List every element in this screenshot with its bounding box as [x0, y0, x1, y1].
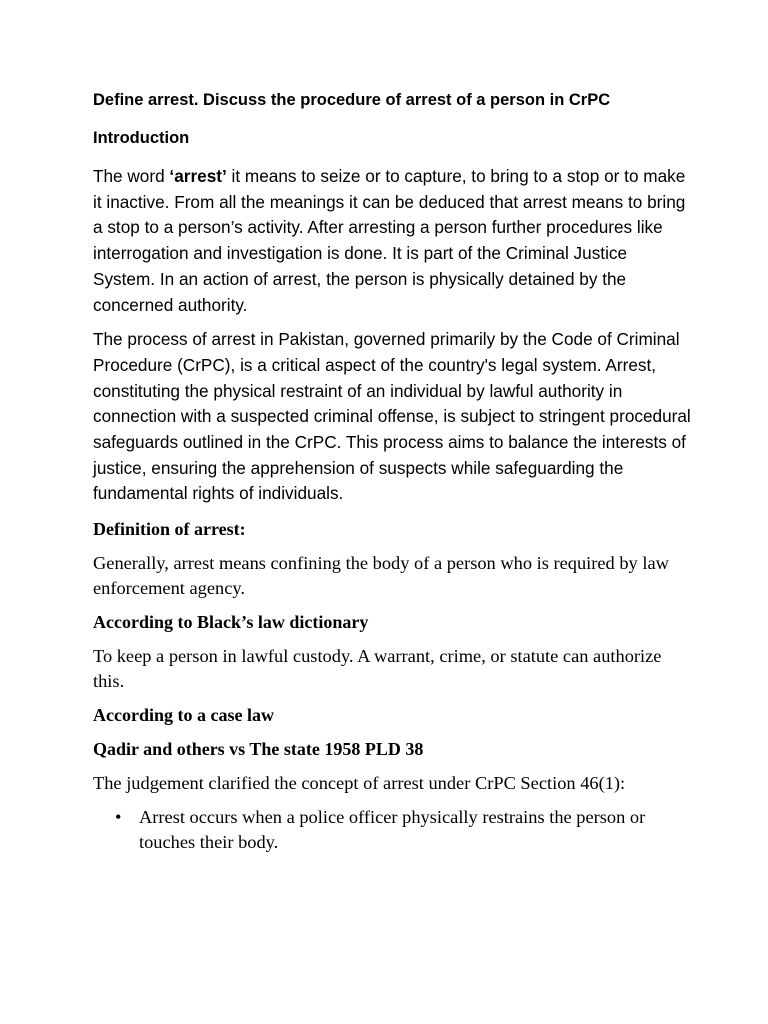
intro-rest: it means to seize or to capture, to bring to a stop or to make it inactive. From all the meanings it can be deduced that arrest means to bring a stop to a person’s activity. After arresting a person further procedures like interrogation and investigation is done. It is part of the Criminal Justice System. In an action of arrest, the person is physically detained by the concerned authority.	[93, 166, 686, 315]
bullet-list	[93, 805, 693, 855]
document-title: Define arrest. Discuss the procedure of arrest of a person in CrPC	[93, 91, 611, 109]
case-text: The judgement clarified the concept of arrest under CrPC Section 46(1):	[93, 773, 626, 794]
case-title: Qadir and others vs The state 1958 PLD 38	[93, 739, 424, 760]
blacks-law-heading: According to Black’s law dictionary	[93, 612, 369, 633]
case-law-heading: According to a case law	[93, 705, 274, 726]
bullet-text: Arrest occurs when a police officer physically restrains the person or touches their body.	[139, 807, 646, 853]
definition-heading: Definition of arrest:	[93, 519, 246, 540]
intro-bold-word: ‘arrest’	[169, 166, 227, 186]
introduction-heading: Introduction	[93, 129, 190, 147]
intro-prefix: The word	[93, 166, 170, 186]
list-item	[93, 805, 693, 855]
bullet-icon: •	[115, 807, 122, 828]
intro-paragraph-1	[93, 164, 693, 318]
intro-paragraph-2: The process of arrest in Pakistan, governed primarily by the Code of Criminal Procedure (CrPC), is a critical aspect of the country's legal system. Arrest, constituting the physical restraint of an individual by lawful authority in connection with a suspected criminal offense, is subject to stringent procedural safeguards outlined in the CrPC. This process aims to balance the interests of justice, ensuring the apprehension of suspects while safeguarding the fundamental rights of individuals.	[93, 329, 691, 504]
definition-text: Generally, arrest means confining the body of a person who is required by law enforcement agency.	[93, 553, 669, 599]
blacks-law-text: To keep a person in lawful custody. A warrant, crime, or statute can authorize this.	[93, 646, 662, 692]
document-page	[93, 88, 693, 855]
